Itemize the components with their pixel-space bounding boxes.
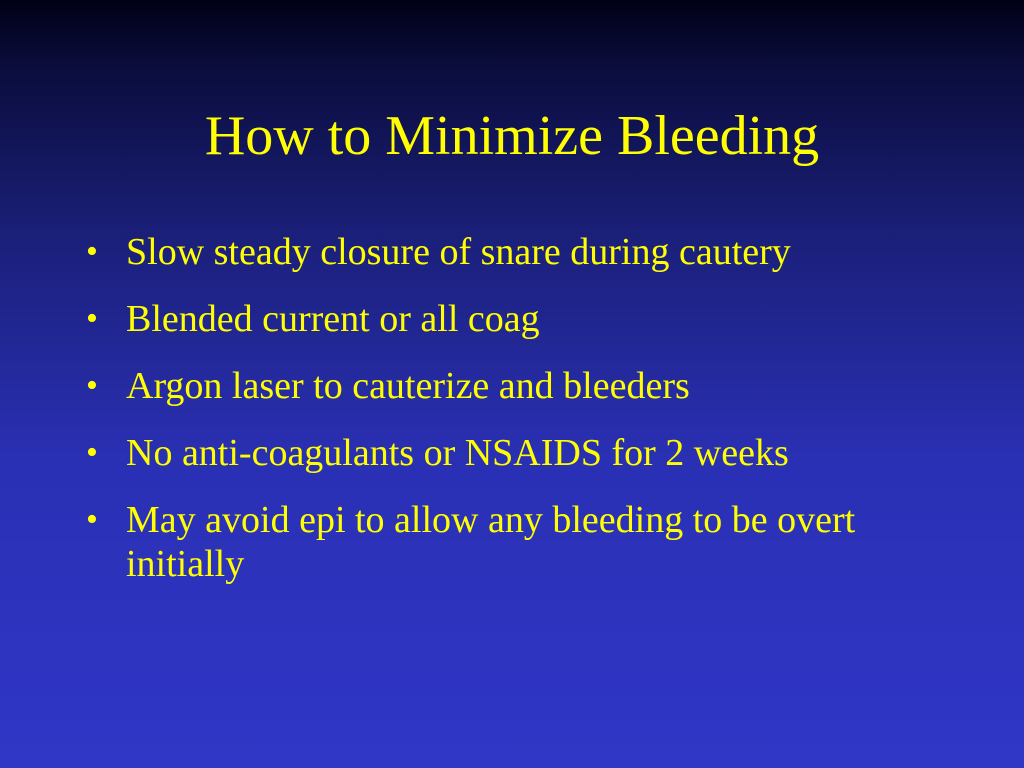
bullet-dot-icon: • xyxy=(86,501,98,538)
bullet-list xyxy=(0,230,1024,609)
bullet-dot-icon: • xyxy=(86,434,98,471)
bullet-dot-icon: • xyxy=(86,367,98,404)
bullet-text: Slow steady closure of snare during cautery xyxy=(126,231,791,273)
bullet-item xyxy=(0,230,1024,274)
slide-title: How to Minimize Bleeding xyxy=(204,105,820,167)
bullet-text: May avoid epi to allow any bleeding to be overt initially xyxy=(126,499,856,585)
bullet-text: No anti-coagulants or NSAIDS for 2 weeks xyxy=(126,432,789,474)
bullet-item xyxy=(0,364,1024,408)
bullet-dot-icon: • xyxy=(86,300,98,337)
bullet-item xyxy=(0,297,1024,341)
bullet-item xyxy=(0,498,1024,586)
bullet-item xyxy=(0,431,1024,475)
bullet-text: Blended current or all coag xyxy=(126,298,540,340)
bullet-dot-icon: • xyxy=(86,233,98,270)
bullet-text: Argon laser to cauterize and bleeders xyxy=(126,365,690,407)
